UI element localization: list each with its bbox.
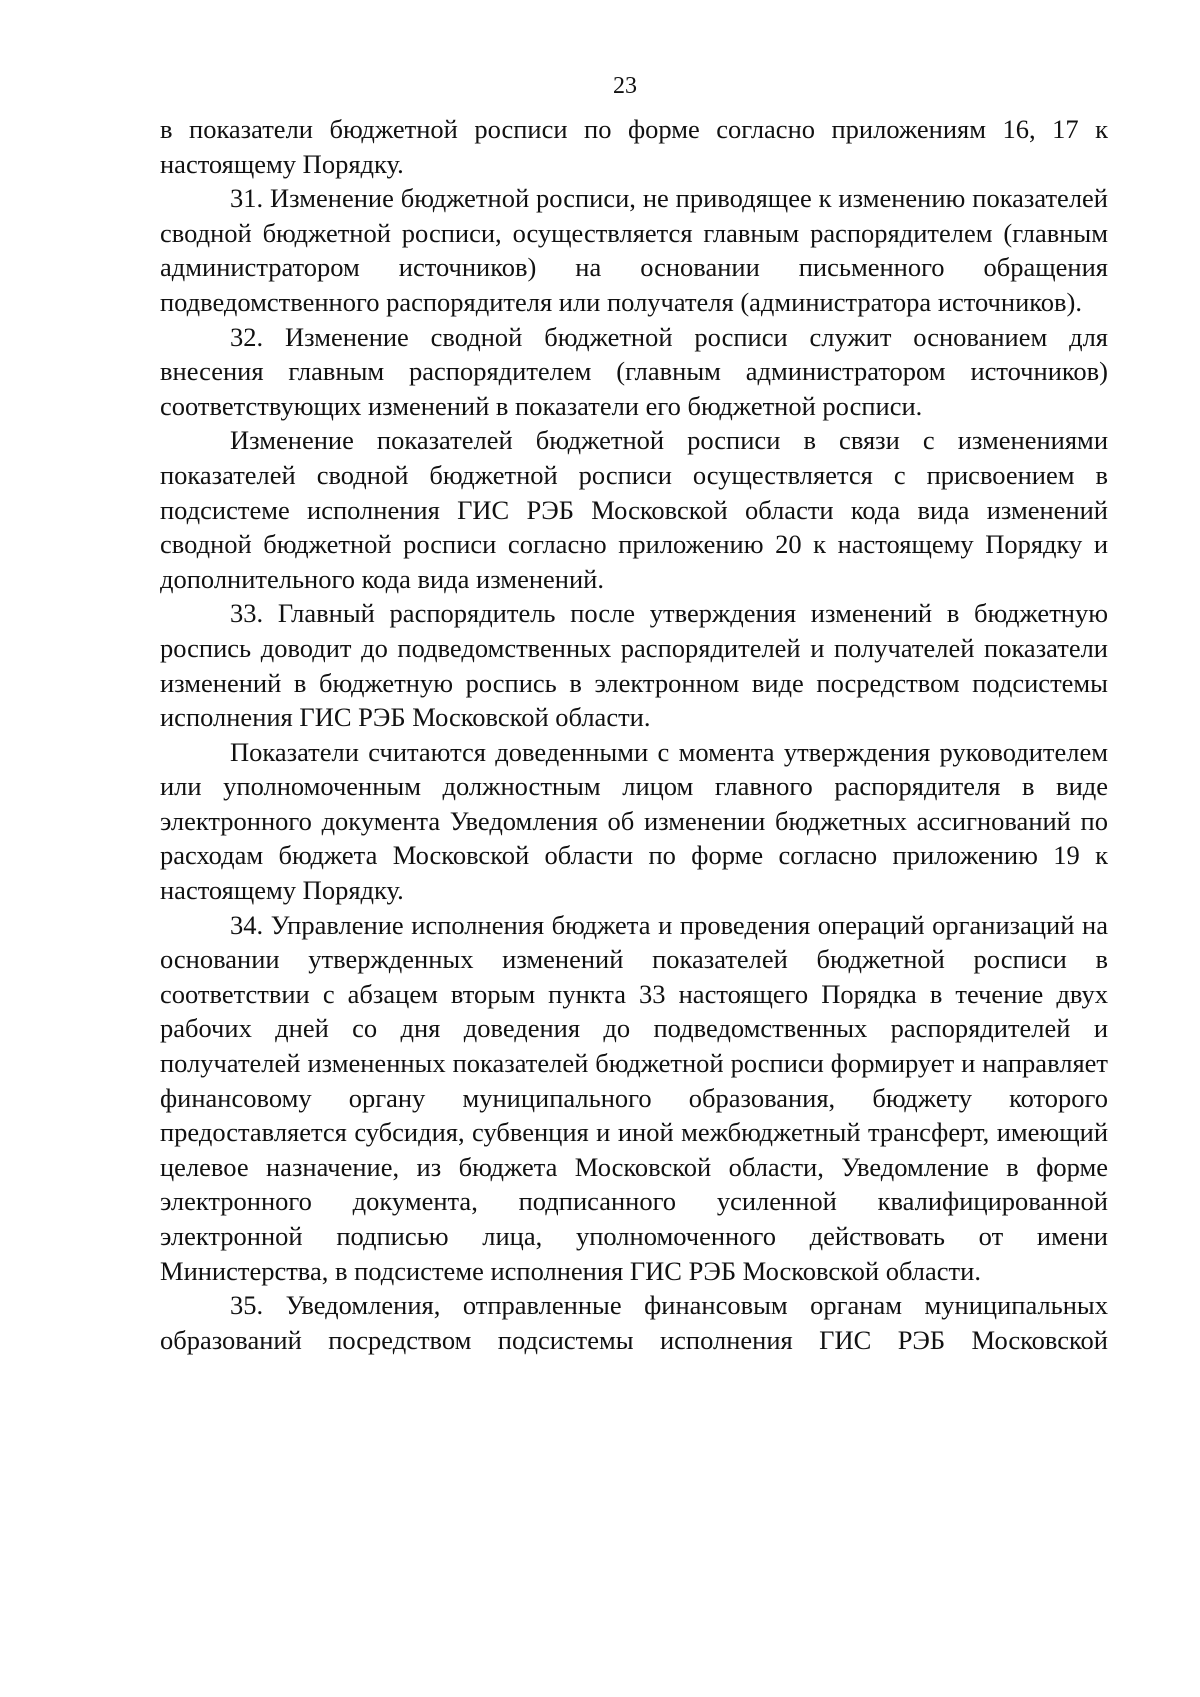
page-number: 23: [613, 73, 637, 99]
paragraph-continuation: в показатели бюджетной росписи по форме согласно приложениям 16, 17 к настоящему Порядку.: [160, 114, 1108, 179]
document-body: [160, 112, 1108, 1357]
paragraph-item-34: 34. Управление исполнения бюджета и проведения операций организаций на основании утвержденных изменений показателей бюджетной росписи в соответствии с абзацем вторым пункта 33 настоящего Порядка в течение двух рабочих дней со дня доведения до подведомственных распорядителей и получателей измененных показателей бюджетной росписи формирует и направляет финансовому органу муниципального образования, бюджету которого предоставляется субсидия, субвенция и иной межбюджетный трансферт, имеющий целевое назначение, из бюджета Московской области, Уведомление в форме электронного документа, подписанного усиленной квалифицированной электронной подписью лица, уполномоченного действовать от имени Министерства, в подсистеме исполнения ГИС РЭБ Московской области.: [160, 909, 1108, 1286]
paragraph-item-32: 32. Изменение сводной бюджетной росписи служит основанием для внесения главным распорядителем (главным администратором источников) соответствующих изменений в показатели его бюджетной росписи.: [160, 321, 1108, 421]
paragraph-item-33: 33. Главный распорядитель после утверждения изменений в бюджетную роспись доводит до подведомственных распорядителей и получателей показатели изменений в бюджетную роспись в электронном виде посредством подсистемы исполнения ГИС РЭБ Московской области.: [160, 598, 1108, 733]
paragraph-item-32-part-2: Изменение показателей бюджетной росписи в связи с изменениями показателей сводной бюджетной росписи осуществляется с присвоением в подсистеме исполнения ГИС РЭБ Московской области кода вида изменений сводной бюджетной росписи согласно приложению 20 к настоящему Порядку и дополнительного кода вида изменений.: [160, 425, 1108, 594]
paragraph-item-33-part-2: Показатели считаются доведенными с момента утверждения руководителем или уполномоченным должностным лицом главного распорядителя в виде электронного документа Уведомления об изменении бюджетных ассигнований по расходам бюджета Московской области по форме согласно приложению 19 к настоящему Порядку.: [160, 736, 1108, 906]
paragraph-item-35: 35. Уведомления, отправленные финансовым органам муниципальных образований посредством подсистемы исполнения ГИС РЭБ Московской: [160, 1290, 1108, 1355]
paragraph-item-31: 31. Изменение бюджетной росписи, не приводящее к изменению показателей сводной бюджетной росписи, осуществляется главным распорядителем (главным администратором источников) на основании письменного обращения подведомственного распорядителя или получателя (администратора источников).: [160, 183, 1108, 317]
